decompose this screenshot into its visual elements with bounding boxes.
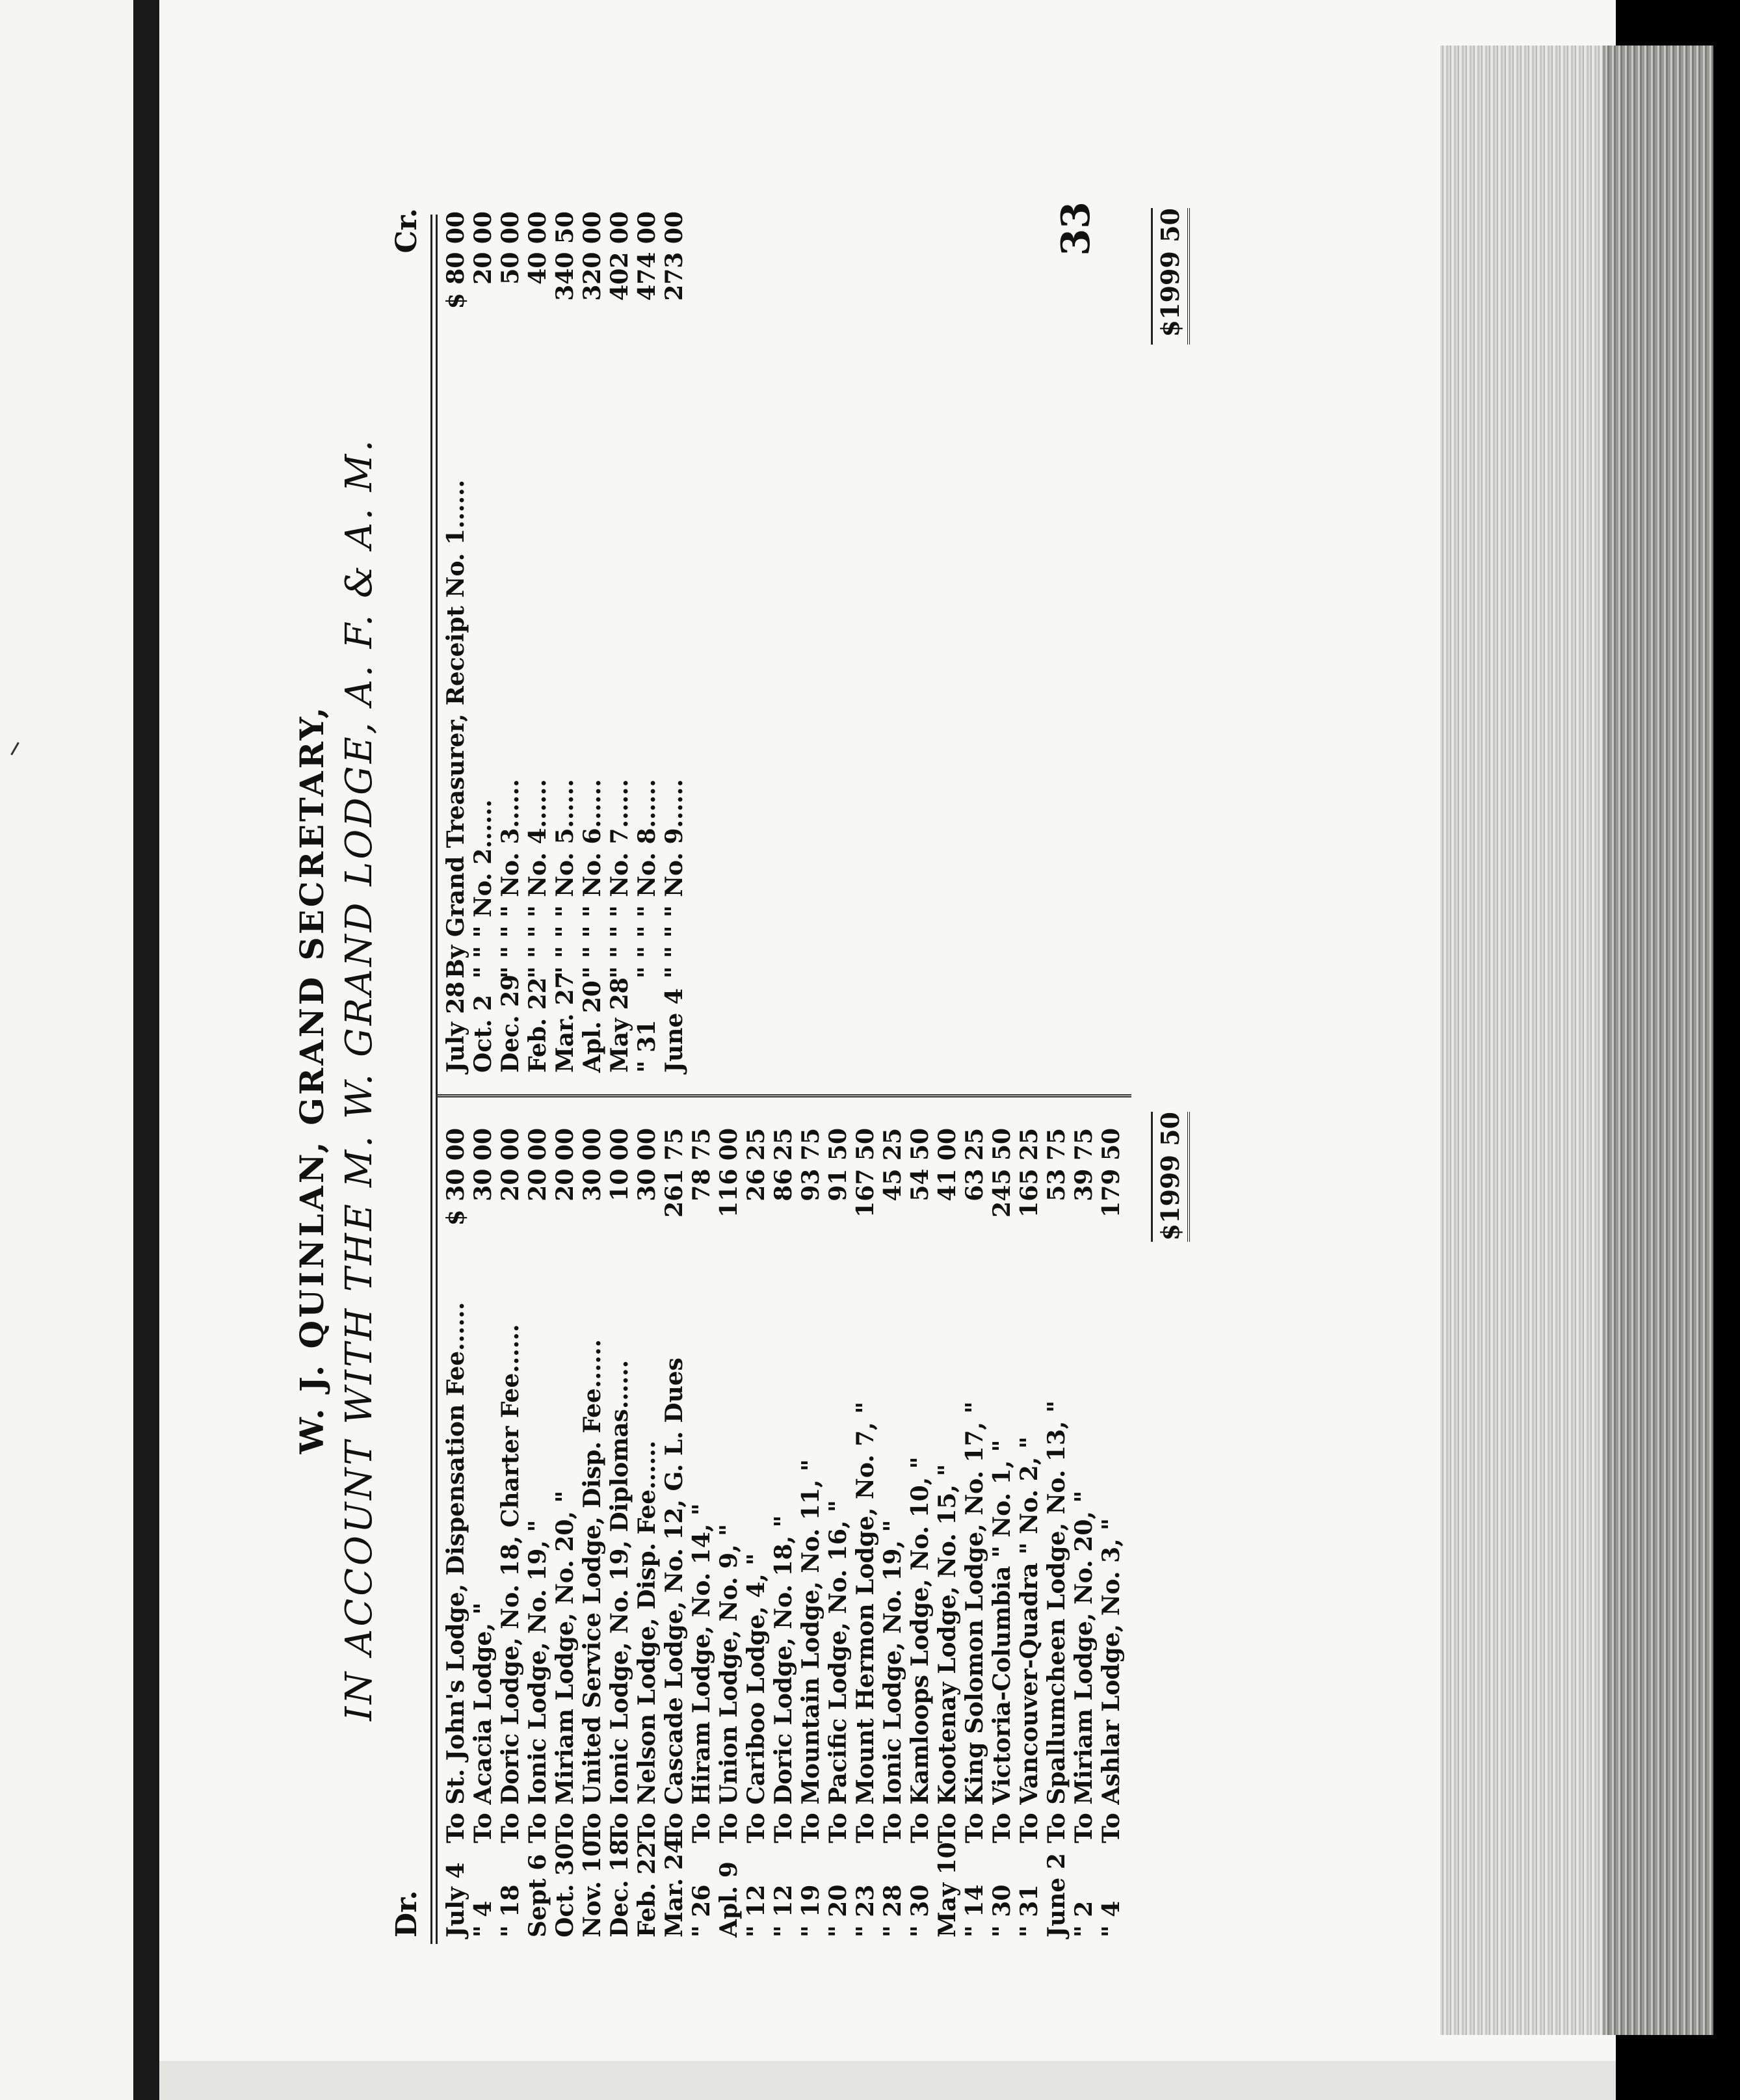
debit-row <box>852 1112 879 1937</box>
entry-amount: 320 00 <box>579 211 606 301</box>
entry-description: To Cascade Lodge, No. 12, G. L. Dues <box>661 1358 688 1843</box>
entry-date: " 26 <box>688 1884 715 1937</box>
entry-date: Oct. 2 <box>469 994 497 1073</box>
entry-description: " " " " No. 3...... <box>497 779 524 978</box>
entry-description: To Doric Lodge, No. 18, " <box>770 1515 797 1843</box>
debit-row <box>743 1112 770 1937</box>
entry-amount: 402 00 <box>606 211 633 301</box>
credit-row <box>442 208 469 1073</box>
entry-date: " 31 <box>1016 1884 1043 1937</box>
entry-amount: $ 80 00 <box>442 211 469 309</box>
credit-row <box>497 208 524 1073</box>
entry-description: To Kootenay Lodge, No. 15, " <box>934 1463 961 1843</box>
entry-amount: 45 25 <box>879 1128 906 1201</box>
credit-row <box>579 208 606 1073</box>
entry-description: " " " " No. 5...... <box>551 779 579 978</box>
entry-date: " 18 <box>497 1884 524 1937</box>
debit-row <box>579 1112 606 1937</box>
debit-row <box>961 1112 988 1937</box>
entry-amount: 41 00 <box>934 1128 961 1201</box>
entry-date: Feb. 22 <box>524 977 551 1073</box>
entry-date: Sept 6 <box>524 1854 551 1937</box>
debit-row <box>1070 1112 1098 1937</box>
entry-date: " 4 <box>1098 1900 1125 1937</box>
entry-amount: 20 00 <box>469 211 497 285</box>
debit-row <box>442 1112 469 1937</box>
entry-description: " " " No. 2...... <box>469 799 497 978</box>
header-rule <box>430 215 432 1944</box>
debit-label: Dr. <box>390 1890 423 1937</box>
entry-date: Apl. 9 <box>715 1861 743 1937</box>
entry-date: Nov. 10 <box>579 1840 606 1937</box>
entry-date: " 4 <box>469 1900 497 1937</box>
header-rule-double <box>436 215 438 1944</box>
debit-row <box>1098 1112 1125 1937</box>
entry-description: To Mountain Lodge, No. 11, " <box>797 1459 824 1843</box>
entry-date: " 2 <box>1070 1900 1098 1937</box>
entry-description: By Grand Treasurer, Receipt No. 1...... <box>442 479 469 978</box>
entry-description: " " " " No. 4...... <box>524 779 551 978</box>
entry-description: To Nelson Lodge, Disp. Fee...... <box>633 1440 661 1843</box>
entry-date: Dec. 29 <box>497 974 524 1073</box>
entry-description: To United Service Lodge, Disp. Fee...... <box>579 1339 606 1843</box>
debit-total: $1999 50 <box>1151 1112 1190 1242</box>
debit-row <box>934 1112 961 1937</box>
ledger-sheet <box>286 202 1326 1957</box>
credit-row <box>661 208 688 1073</box>
entry-description: To Pacific Lodge, No. 16, " <box>824 1500 852 1843</box>
credit-row <box>606 208 633 1073</box>
entry-amount: 93 75 <box>797 1128 824 1201</box>
entry-description: To Ionic Lodge, No. 19, Diplomas...... <box>606 1359 633 1843</box>
debit-row <box>524 1112 551 1937</box>
entry-description: To Miriam Lodge, No. 20, " <box>551 1490 579 1843</box>
page-number: 33 <box>1053 202 1099 256</box>
entry-amount: 474 00 <box>633 211 661 301</box>
entry-description: To Hiram Lodge, No. 14, " <box>688 1503 715 1843</box>
debit-row <box>1043 1112 1070 1937</box>
credit-row <box>633 208 661 1073</box>
entry-date: " 30 <box>906 1884 934 1937</box>
entry-description: " " " " No. 6...... <box>579 779 606 978</box>
entry-date: July 4 <box>442 1862 469 1937</box>
entry-amount: 53 75 <box>1043 1128 1070 1201</box>
entry-date: May 28 <box>606 977 633 1073</box>
entry-date: " 31 <box>633 1019 661 1073</box>
entry-amount: 20 00 <box>524 1128 551 1201</box>
entry-description: To Union Lodge, No. 9, " <box>715 1523 743 1843</box>
entry-date: " 14 <box>961 1884 988 1937</box>
entry-amount: 39 75 <box>1070 1128 1098 1201</box>
book-edge <box>1603 46 1713 2035</box>
entry-amount: 63 25 <box>961 1128 988 1201</box>
entry-description: To Kamloops Lodge, No. 10, " <box>906 1456 934 1843</box>
entry-date: Mar. 24 <box>661 1837 688 1937</box>
debit-row <box>797 1112 824 1937</box>
entry-amount: 30 00 <box>633 1128 661 1201</box>
entry-description: To Mount Hermon Lodge, No. 7, " <box>852 1401 879 1843</box>
entry-description: To Acacia Lodge, " <box>469 1602 497 1843</box>
entry-description: To Victoria-Columbia " No. 1, " <box>988 1439 1016 1843</box>
column-separator <box>436 1094 1131 1097</box>
entry-description: To Doric Lodge, No. 18, Charter Fee...... <box>497 1324 524 1843</box>
credit-row <box>551 208 579 1073</box>
debit-row <box>661 1112 688 1937</box>
ledger-subtitle: IN ACCOUNT WITH THE M. W. GRAND LODGE, A. F. & A. M. <box>338 437 380 1722</box>
entry-date: " 20 <box>824 1884 852 1937</box>
credit-row <box>469 208 497 1073</box>
entry-date: Apl. 20 <box>579 980 606 1073</box>
entry-description: " " " " No. 9...... <box>661 779 688 978</box>
entry-date: Feb. 22 <box>633 1842 661 1937</box>
entry-description: To Ashlar Lodge, No. 3, " <box>1098 1518 1125 1843</box>
entry-date: " 12 <box>770 1884 797 1937</box>
page-bottom-edge <box>159 2061 1616 2100</box>
entry-amount: 245 50 <box>988 1128 1016 1218</box>
entry-description: " " " " No. 8...... <box>633 779 661 978</box>
credit-label: Cr. <box>390 208 423 254</box>
entry-date: " 19 <box>797 1884 824 1937</box>
debit-row <box>906 1112 934 1937</box>
entry-description: To Miriam Lodge, No. 20, " <box>1070 1490 1098 1843</box>
entry-date: " 28 <box>879 1884 906 1937</box>
entry-date: " 12 <box>743 1884 770 1937</box>
entry-amount: 40 00 <box>524 211 551 285</box>
entry-description: To Spallumcheen Lodge, No. 13, " <box>1043 1400 1070 1843</box>
entry-description: To Vancouver-Quadra " No. 2, " <box>1016 1436 1043 1843</box>
entry-date: Oct. 30 <box>551 1843 579 1937</box>
entry-amount: 165 25 <box>1016 1128 1043 1218</box>
entry-amount: 54 50 <box>906 1128 934 1201</box>
debit-row <box>770 1112 797 1937</box>
entry-date: July 28 <box>442 981 469 1073</box>
entry-description: To Ionic Lodge, No. 19, " <box>524 1519 551 1843</box>
debit-row <box>469 1112 497 1937</box>
debit-row <box>715 1112 743 1937</box>
entry-amount: 50 00 <box>497 211 524 285</box>
ledger-title: W. J. QUINLAN, GRAND SECRETARY, <box>293 704 331 1454</box>
entry-date: " 30 <box>988 1884 1016 1937</box>
entry-amount: 30 00 <box>579 1128 606 1201</box>
page-edges <box>1440 46 1616 2035</box>
entry-amount: 91 50 <box>824 1128 852 1201</box>
entry-amount: 78 75 <box>688 1128 715 1201</box>
credit-column <box>442 208 688 1073</box>
entry-amount: 26 25 <box>743 1128 770 1201</box>
entry-amount: 20 00 <box>497 1128 524 1201</box>
entry-date: June 2 <box>1043 1853 1070 1937</box>
entry-description: To Ionic Lodge, No. 19, " <box>879 1519 906 1843</box>
debit-row <box>988 1112 1016 1937</box>
debit-row <box>1016 1112 1043 1937</box>
entry-amount: 179 50 <box>1098 1128 1125 1218</box>
entry-amount: 340 50 <box>551 211 579 301</box>
entry-description: To St. John's Lodge, Dispensation Fee...... <box>442 1302 469 1843</box>
entry-date: Dec. 18 <box>606 1839 633 1937</box>
entry-description: To King Solomon Lodge, No. 17, " <box>961 1401 988 1843</box>
debit-row <box>879 1112 906 1937</box>
left-page <box>0 0 133 2100</box>
entry-description: To Cariboo Lodge, 4, " <box>743 1553 770 1843</box>
entry-amount: 86 25 <box>770 1128 797 1201</box>
debit-column <box>442 1112 1125 1937</box>
debit-row <box>606 1112 633 1937</box>
credit-total: $1999 50 <box>1151 208 1190 345</box>
debit-row <box>633 1112 661 1937</box>
entry-date: May 10 <box>934 1842 961 1937</box>
entry-date: Mar. 27 <box>551 972 579 1073</box>
entry-amount: 20 00 <box>551 1128 579 1201</box>
entry-date: " 23 <box>852 1884 879 1937</box>
binding-gutter <box>133 0 159 2100</box>
entry-amount: $ 30 00 <box>442 1128 469 1226</box>
entry-amount: 30 00 <box>469 1128 497 1201</box>
entry-amount: 273 00 <box>661 211 688 301</box>
entry-date: June 4 <box>661 988 688 1073</box>
debit-row <box>497 1112 524 1937</box>
entry-amount: 116 00 <box>715 1128 743 1218</box>
entry-amount: 10 00 <box>606 1128 633 1201</box>
entry-description: " " " " No. 7...... <box>606 779 633 978</box>
debit-row <box>688 1112 715 1937</box>
entry-amount: 261 75 <box>661 1128 688 1218</box>
debit-row <box>824 1112 852 1937</box>
entry-amount: 167 50 <box>852 1128 879 1218</box>
credit-row <box>524 208 551 1073</box>
debit-row <box>551 1112 579 1937</box>
